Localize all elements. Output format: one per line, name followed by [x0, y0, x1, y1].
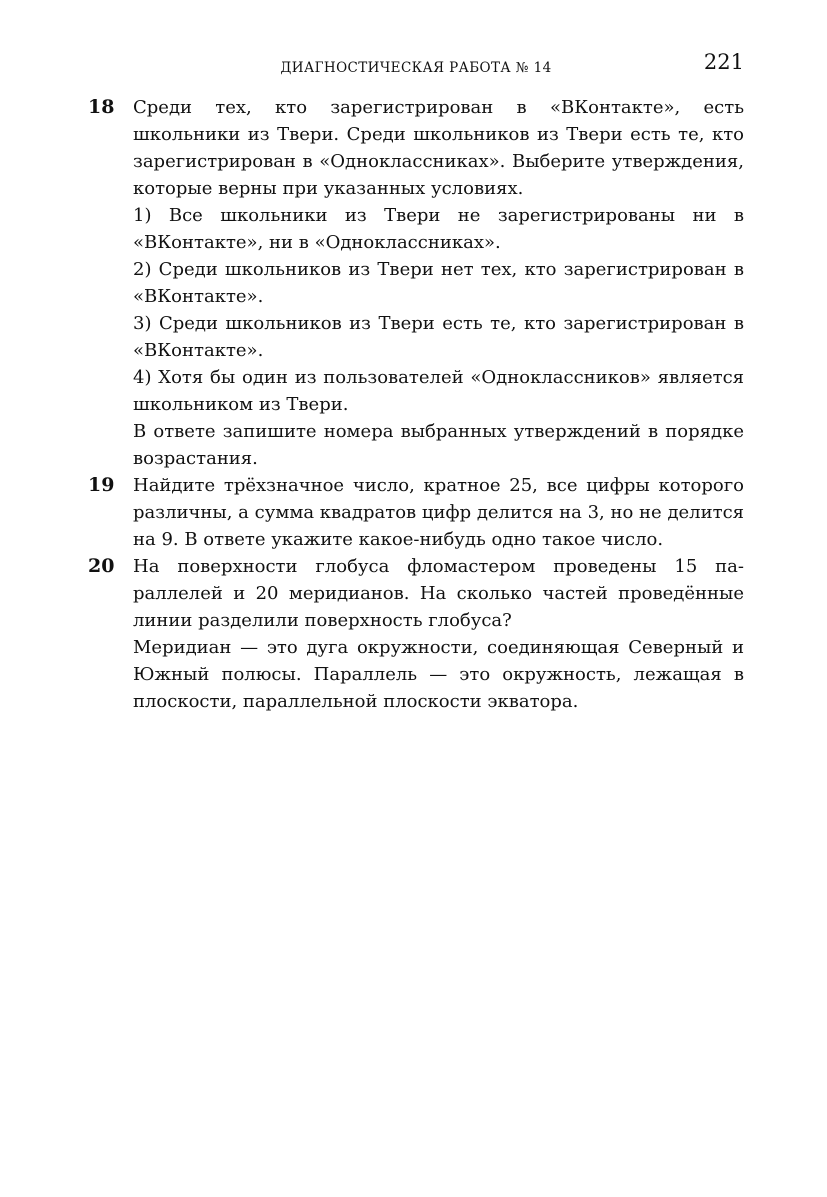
task-18-condition: Среди тех, кто зарегистрирован в «ВКонтакте», есть школьники из Твери. Среди школьников из Твери есть те, кто зарегистрирован в «Одноклассниках». Выберите утверждения, которые верны при указанных условиях. [133, 97, 744, 199]
task-18 [88, 94, 744, 472]
running-title: ДИАГНОСТИЧЕСКАЯ РАБОТА № 14 [280, 60, 552, 76]
task-18-statement-1: 1) Все школьники из Твери не зарегистрированы ни в «ВКонтакте», ни в «Одноклассниках». [133, 205, 744, 253]
task-20 [88, 553, 744, 715]
page-number: 221 [703, 50, 744, 74]
task-18-statement-3: 3) Среди школьников из Твери есть те, кто зарегистрирован в «ВКонтакте». [133, 313, 744, 361]
task-19-text: Найдите трёхзначное число, кратное 25, все цифры которого различны, а сумма квадратов цифр делится на 3, но не делится на 9. В ответе укажите какое-нибудь одно такое число. [133, 475, 744, 550]
task-19 [88, 472, 744, 553]
task-18-statement-4: 4) Хотя бы один из пользователей «Одноклассников» является школьником из Твери. [133, 367, 744, 415]
running-head [88, 50, 744, 84]
task-number: 20 [88, 555, 115, 577]
task-list [88, 94, 744, 715]
task-number: 19 [88, 474, 115, 496]
task-18-statement-2: 2) Среди школьников из Твери нет тех, кто зарегистрирован в «ВКонтакте». [133, 259, 744, 307]
task-18-answer-instruction: В ответе запишите номера выбранных утверждений в порядке возрастания. [133, 421, 744, 469]
task-20-definitions: Меридиан — это дуга окружности, соединяющая Северный и Южный полюсы. Параллель — это окружность, лежащая в плоскости, параллельной плоскости экватора. [133, 637, 744, 712]
task-number: 18 [88, 96, 115, 118]
task-20-question: На поверхности глобуса фломастером проведены 15 параллелей и 20 меридианов. На сколько частей проведённые линии разделили поверхность глобуса? [133, 556, 744, 631]
